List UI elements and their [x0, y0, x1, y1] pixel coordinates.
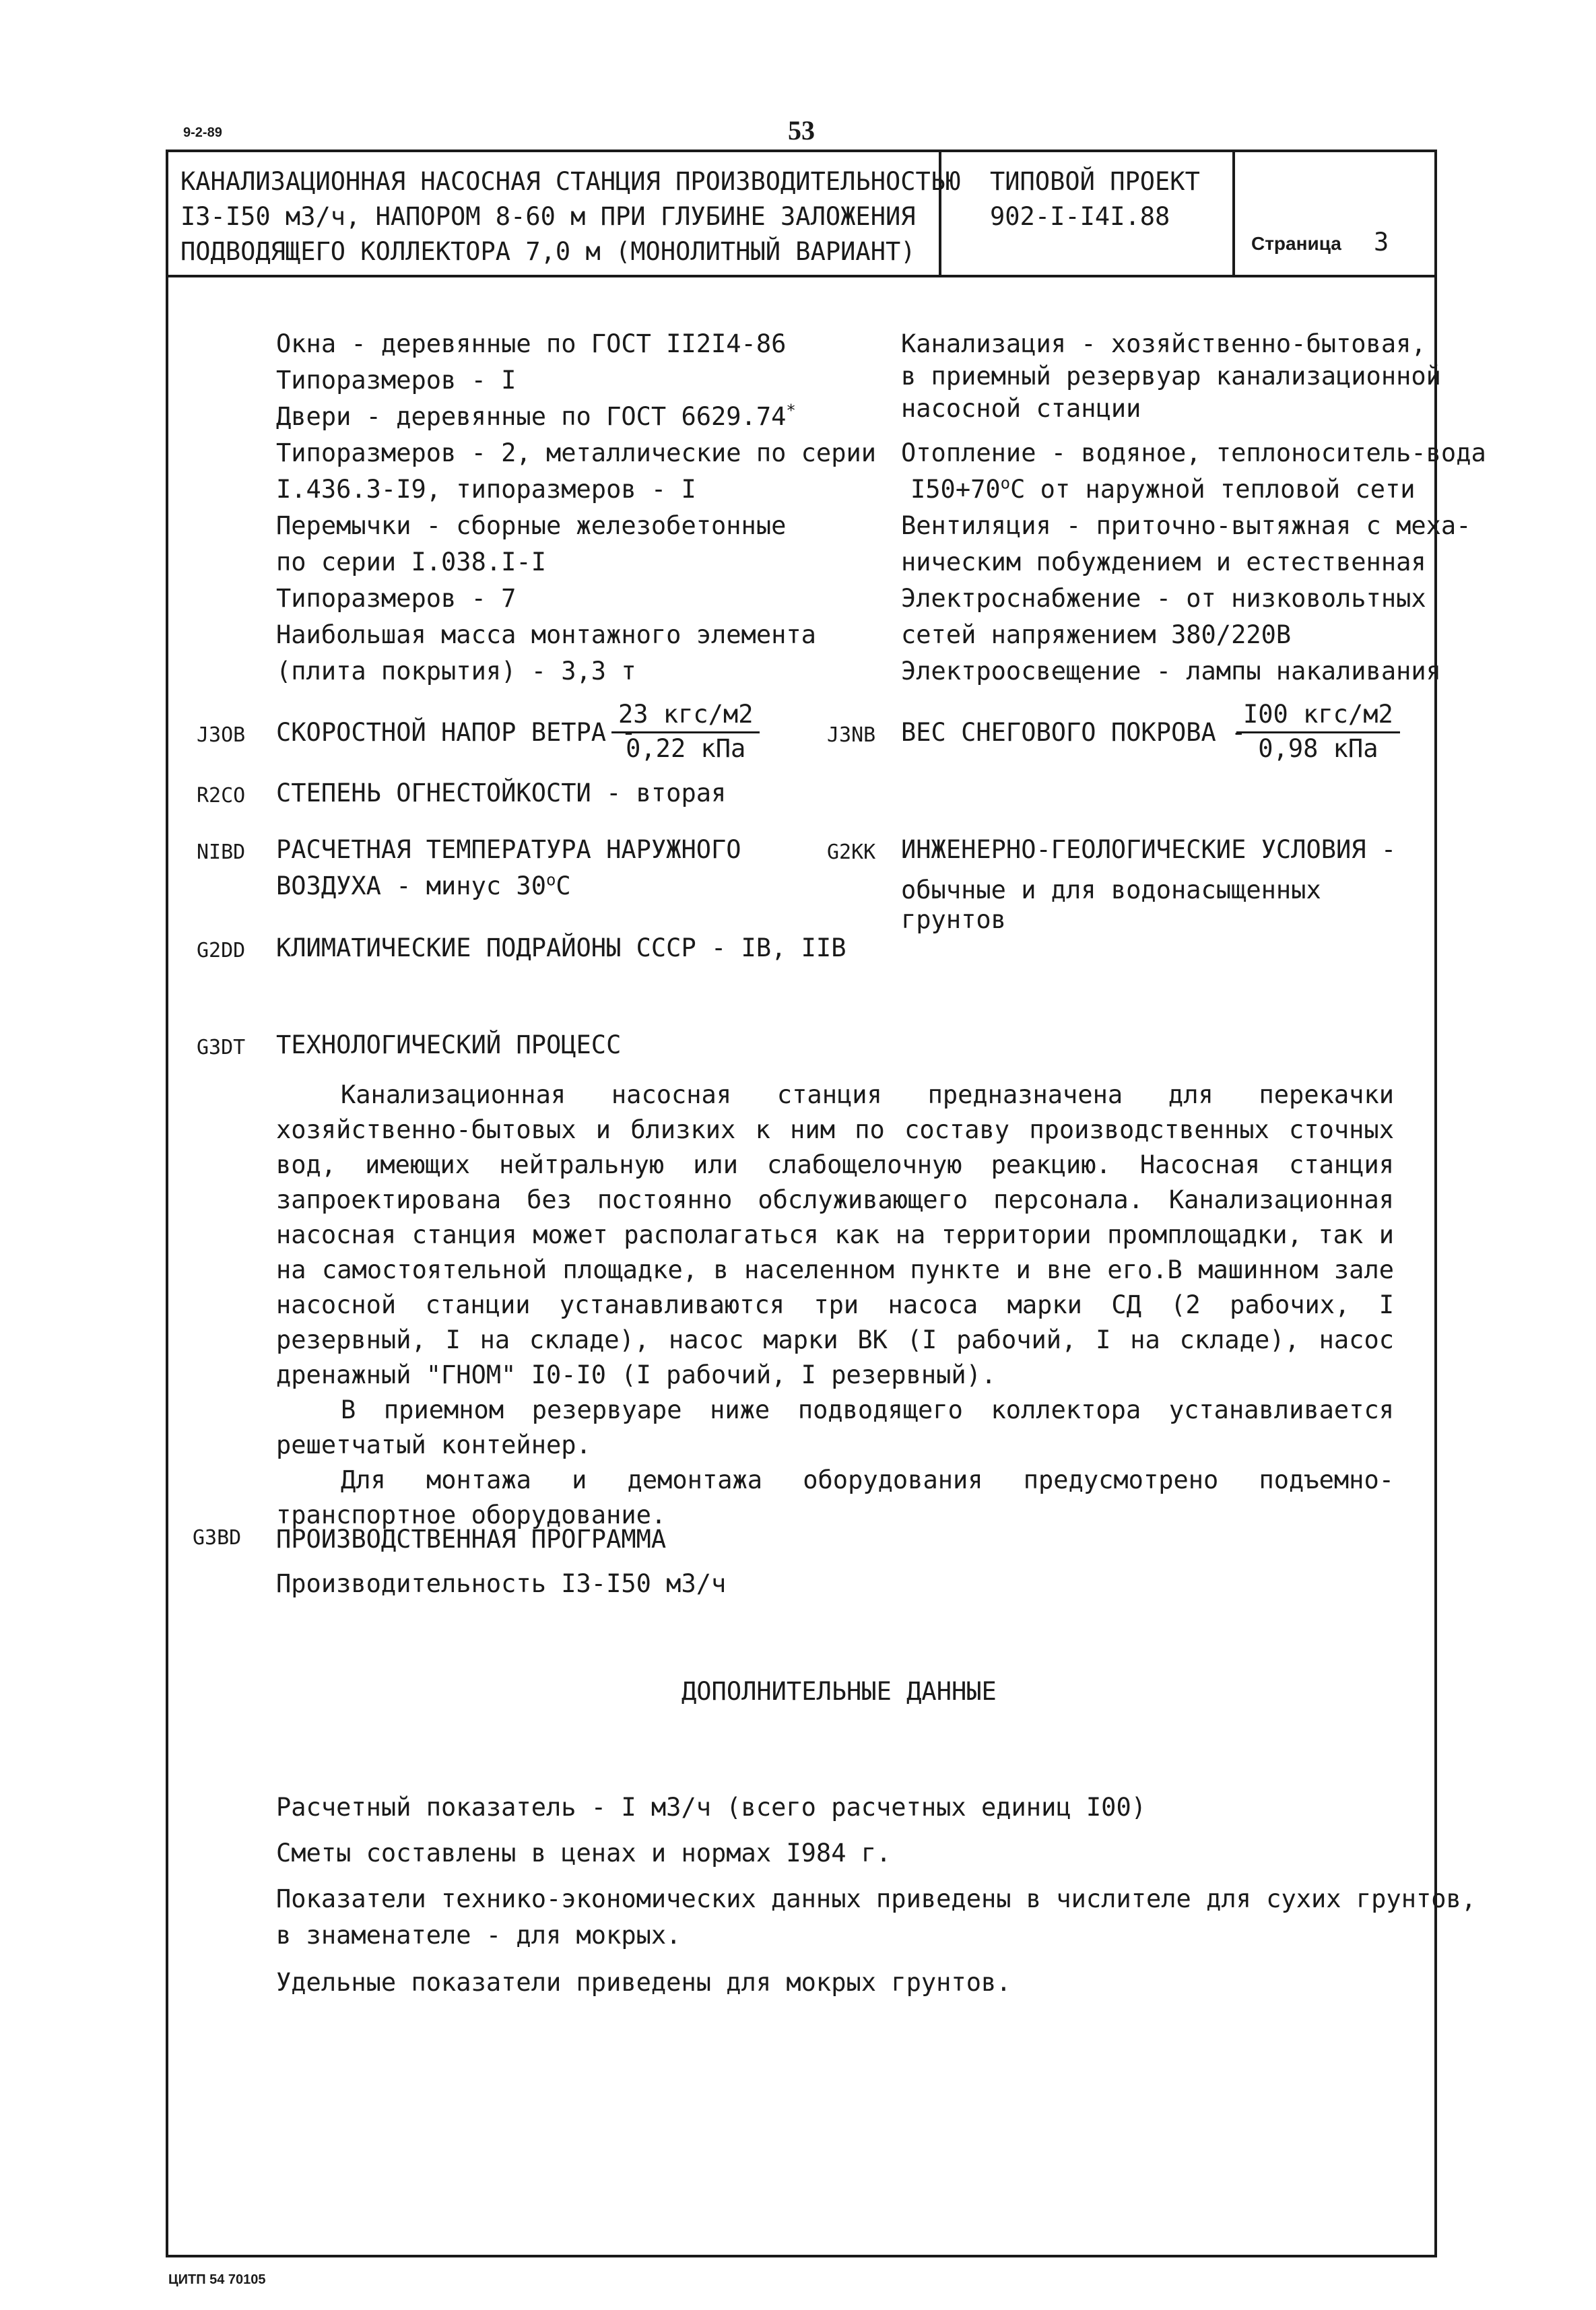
climate-code: G2DD: [197, 939, 246, 962]
title-line-1: КАНАЛИЗАЦИОННАЯ НАСОСНАЯ СТАНЦИЯ ПРОИЗВОДИТЕЛЬНОСТЬЮ: [180, 167, 961, 196]
right-line: Канализация - хозяйственно-бытовая,: [901, 329, 1426, 358]
geo-line-2: обычные и для водонасыщенных: [901, 876, 1321, 904]
process-paragraph: В приемном резервуаре ниже подводящего коллектора устанавливается решетчатый контейнер.: [276, 1395, 1394, 1459]
right-line: Отопление - водяное, теплоноситель-вода: [901, 438, 1486, 467]
project-number: 902-I-I4I.88: [990, 202, 1170, 231]
process-paragraph: Для монтажа и демонтажа оборудования предусмотрено подъемно-транспортное оборудование.: [276, 1465, 1394, 1529]
right-line: ническим побуждением и естественная: [901, 548, 1426, 576]
right-line: Электроснабжение - от низковольтных: [901, 584, 1426, 613]
wind-denominator: 0,22 кПа: [626, 734, 746, 763]
wind-value: [611, 699, 760, 764]
right-line: $I50+70^оС$ от наружной тепловой сети: [910, 473, 1416, 504]
left-line: I.436.3-I9, типоразмеров - I: [276, 475, 696, 504]
page-number: 53: [788, 115, 815, 145]
production-capacity: Производительность I3-I50 м3/ч: [276, 1569, 727, 1598]
title-line-2: I3-I50 м3/ч, НАПОРОМ 8-60 м ПРИ ГЛУБИНЕ ЗАЛОЖЕНИЯ: [180, 202, 916, 231]
wind-label: СКОРОСТНОЙ НАПОР ВЕТРА -: [276, 718, 636, 747]
production-heading: ПРОИЗВОДСТВЕННАЯ ПРОГРАММА: [276, 1525, 667, 1554]
climate-regions: КЛИМАТИЧЕСКИЕ ПОДРАЙОНЫ СССР - IВ, IIВ: [276, 933, 846, 962]
title-block-separator-2: [1232, 150, 1235, 276]
process-code: G3DT: [197, 1036, 246, 1059]
process-heading: ТЕХНОЛОГИЧЕСКИЙ ПРОЦЕСС: [276, 1030, 622, 1059]
temp-code: NIBD: [197, 840, 246, 864]
footer-stamp: ЦИТП 54 70105: [168, 2272, 266, 2287]
snow-code: J3NB: [827, 723, 876, 747]
page-label: Страница: [1251, 233, 1341, 254]
left-line: Типоразмеров - I: [276, 366, 517, 395]
left-line: Окна - деревянные по ГОСТ II2I4-86: [276, 329, 787, 358]
fire-resistance: СТЕПЕНЬ ОГНЕСТОЙКОСТИ - вторая: [276, 779, 727, 807]
document-code: 9-2-89: [183, 125, 222, 140]
left-line: Перемычки - сборные железобетонные: [276, 511, 787, 540]
project-label: ТИПОВОЙ ПРОЕКТ: [990, 167, 1200, 196]
snow-denominator: 0,98 кПа: [1258, 734, 1378, 763]
left-line: (плита покрытия) - 3,3 т: [276, 657, 636, 686]
right-line: в приемный резервуар канализационной: [901, 362, 1441, 391]
geo-line-1: ИНЖЕНЕРНО-ГЕОЛОГИЧЕСКИЕ УСЛОВИЯ -: [901, 835, 1397, 864]
additional-line: Показатели технико-экономических данных приведены в числителе для сухих грунтов,: [276, 1884, 1477, 1913]
wind-code: J3ОВ: [197, 723, 246, 747]
left-line: Двери - деревянные по ГОСТ 6629.74*: [276, 401, 796, 431]
left-line: Типоразмеров - 7: [276, 584, 517, 613]
left-line: Типоразмеров - 2, металлические по серии: [276, 438, 877, 467]
left-line: по серии I.038.I-I: [276, 548, 546, 576]
temp-line-1: РАСЧЕТНАЯ ТЕМПЕРАТУРА НАРУЖНОГО: [276, 835, 741, 864]
title-block-divider: [166, 275, 1437, 277]
additional-heading: ДОПОЛНИТЕЛЬНЫЕ ДАННЫЕ: [681, 1677, 997, 1706]
geo-code: G2KK: [827, 840, 876, 864]
temp-line-2: ВОЗДУХА - минус $30^оС$: [276, 870, 571, 900]
additional-line: в знаменателе - для мокрых.: [276, 1921, 681, 1950]
snow-label: ВЕС СНЕГОВОГО ПОКРОВА -: [901, 718, 1246, 747]
snow-value: [1236, 699, 1400, 764]
geo-line-3: грунтов: [901, 905, 1006, 934]
fire-code: R2CO: [197, 784, 246, 807]
left-line: Наибольшая масса монтажного элемента: [276, 620, 816, 649]
right-line: Вентиляция - приточно-вытяжная с меха-: [901, 511, 1471, 540]
title-line-3: ПОДВОДЯЩЕГО КОЛЛЕКТОРА 7,0 м (МОНОЛИТНЫЙ ВАРИАНТ): [180, 237, 916, 266]
process-paragraph: Канализационная насосная станция предназначена для перекачки хозяйственно-бытовых и близких к ним по составу производственных сточных вод, имеющих нейтральную или слабощелочную реакцию. Насосная станция запроектирована без постоянно обслуживающего персонала. Канализационная насосная станция может располагаться как на территории промплощадки, так и на самостоятельной площадке, в населенном пункте и вне его.В машинном зале насосной станции устанавливаются три насоса марки СД (2 рабочих, I резервный, I на складе), насос марки ВК (I рабочий, I на складе), насос дренажный "ГНОМ" I0-I0 (I рабочий, I резервный).: [276, 1080, 1394, 1389]
right-line: сетей напряжением 380/220В: [901, 620, 1292, 649]
page-value: 3: [1374, 228, 1389, 257]
snow-numerator: I00 кгс/м2: [1236, 699, 1400, 733]
additional-line: Расчетный показатель - I м3/ч (всего расчетных единиц I00): [276, 1793, 1147, 1822]
additional-line: Удельные показатели приведены для мокрых грунтов.: [276, 1968, 1011, 1997]
right-line: Электроосвещение - лампы накаливания: [901, 657, 1441, 686]
additional-line: Сметы составлены в ценах и нормах I984 г.: [276, 1839, 892, 1868]
process-text: [276, 1078, 1394, 1533]
wind-numerator: 23 кгс/м2: [611, 699, 760, 733]
right-line: насосной станции: [901, 394, 1141, 423]
production-code: G3ВD: [193, 1526, 242, 1550]
